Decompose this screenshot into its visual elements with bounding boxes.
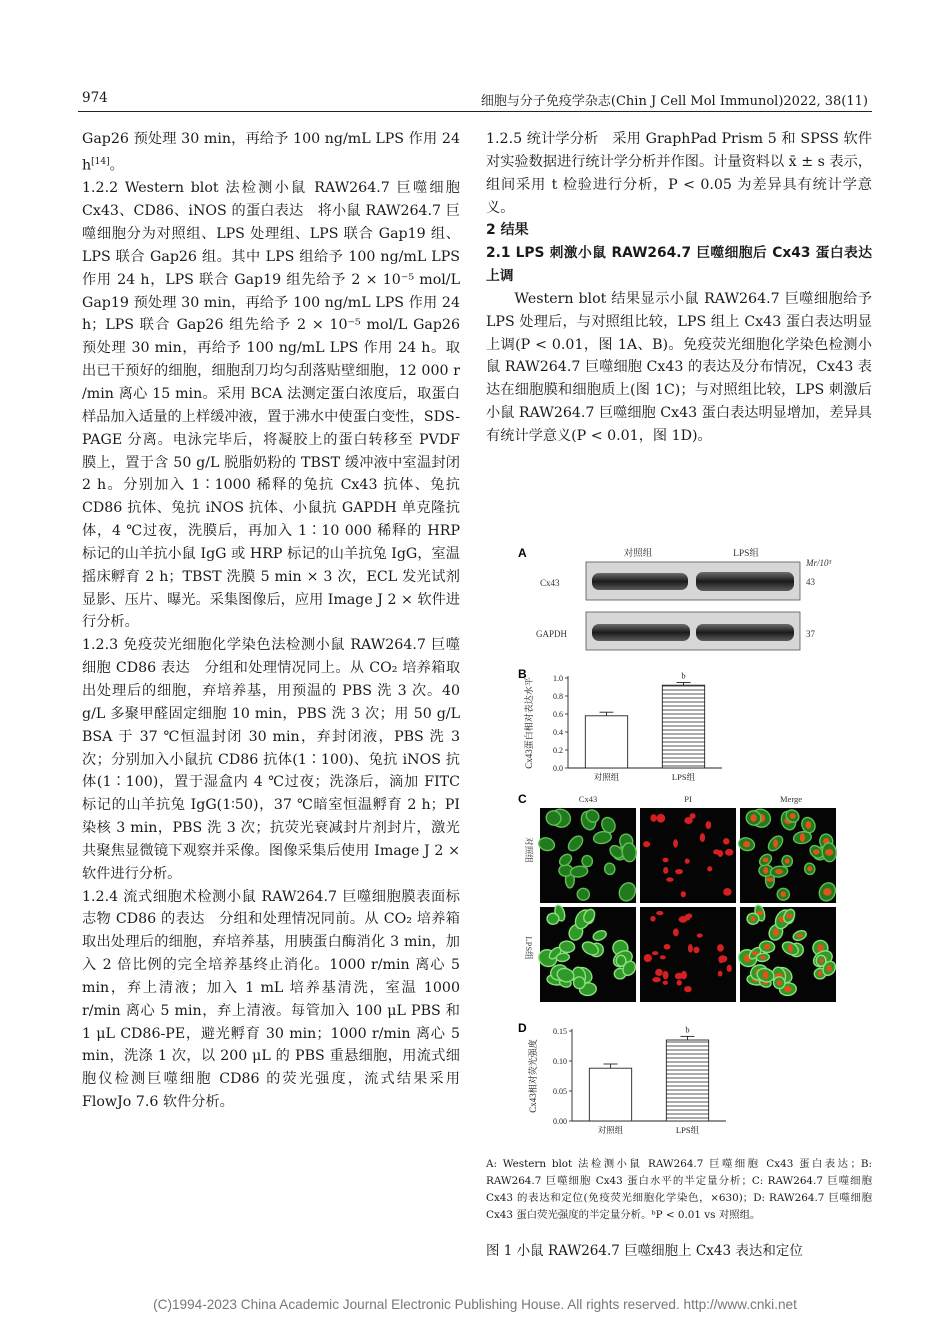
cell-nucleus (819, 958, 824, 963)
cell-nucleus (673, 839, 678, 848)
header-rule (78, 111, 872, 112)
if-col-pi: PI (684, 794, 692, 804)
cell-nucleus (719, 958, 724, 963)
cell-nucleus (713, 849, 719, 854)
cell-nucleus (766, 877, 773, 881)
cell-nucleus (656, 814, 665, 823)
section-1-2-4 (82, 886, 460, 1114)
panel-d-label: D (518, 1021, 527, 1035)
cell-nucleus (675, 869, 683, 874)
cell-nucleus (818, 971, 823, 977)
section-1-2-2 (82, 177, 460, 634)
cell-nucleus (650, 916, 655, 922)
cell-nucleus (777, 980, 782, 986)
wb-gapdh-band-lps (696, 624, 794, 641)
cell-nucleus (750, 916, 755, 922)
cell-nucleus (655, 969, 663, 976)
cell-nucleus (652, 951, 658, 955)
wb-mr-label: Mr/10³ (806, 558, 832, 568)
chart-b-ytick-label: 0.4 (553, 728, 563, 737)
cell-nucleus (690, 813, 696, 819)
cell-nucleus (677, 980, 682, 986)
cell-nucleus (656, 911, 663, 915)
chart-d-ytick-label: 0.15 (553, 1027, 567, 1036)
panel-c-label: C (518, 792, 527, 806)
cell-nucleus (666, 877, 673, 881)
figure-1 (506, 540, 872, 1140)
cell-nucleus (763, 858, 769, 863)
panel-b-label: B (518, 667, 527, 681)
cell-nucleus (652, 977, 661, 982)
chart-b-ytick-label: 0.8 (553, 692, 563, 701)
cell-nucleus (773, 839, 778, 848)
cell-nucleus (725, 849, 733, 856)
cell-membrane (559, 940, 575, 953)
cell-nucleus (775, 869, 783, 874)
section-2-1-body: Western blot 结果显示小鼠 RAW264.7 巨噬细胞给予 LPS 处理后，与对照组比较，LPS 组上 Cx43 蛋白表达明显上调(P < 0.01，图 1A、B)。免疫荧光细胞化学染色检测小鼠 RAW264.7 巨噬细胞 Cx43 的表达及分布情况，Cx43 表达在细胞膜和细胞质上(图 1C)；与对照组比较，LPS 刺激后小鼠 RAW264.7 巨噬细胞 Cx43 蛋白表达明显增加，差异具有统计学意义(P < 0.01，图 1D)。 (486, 290, 872, 444)
chart-b-xtick-label-0: 对照组 (593, 772, 620, 782)
cell-nucleus (685, 858, 690, 863)
section-1-2-5-title: 1.2.5 统计学分析 (486, 131, 599, 147)
chart-d-bar-0 (589, 1068, 631, 1121)
wb-gapdh-label: GAPDH (536, 629, 568, 639)
cell-nucleus (663, 981, 668, 985)
cell-nucleus (664, 944, 671, 950)
cell-nucleus (663, 858, 669, 863)
wb-cx43-band-lps (696, 572, 794, 591)
cell-nucleus (688, 944, 693, 952)
cell-nucleus (707, 866, 712, 871)
cell-nucleus (660, 955, 666, 959)
wb-gapdh-mw: 37 (806, 629, 815, 639)
cell-nucleus (827, 965, 832, 972)
panel-a-label: A (518, 546, 527, 560)
results-heading: 2 结果 (486, 222, 529, 239)
cell-nucleus (686, 913, 692, 918)
cell-nucleus (743, 841, 750, 847)
micrograph-lps-merge (736, 904, 838, 1002)
section-1-2-3-body: 分组和处理情况同上。从 CO₂ 培养箱取出处理后的细胞，弃培养基，用预温的 PBS 洗 3 次。40 g/L 多聚甲醛固定细胞 10 min，PBS 洗 3 次；用 50 g/L BSA 于 37 ℃恒温封闭 30 min，弃封闭液，PBS 洗 3 次；分别加入小鼠抗 CD86 抗体(1∶100)、兔抗 iNOS 抗体(1∶100)，置于湿盒内 4 ℃过夜；洗涤后，滴加 FITC 标记的山羊抗兔 IgG(1∶50)，37 ℃暗室恒温孵育 2 h；PI 染核 3 min，PBS 洗 3 次；抗荧光衰减封片剂封片，激光共聚焦显微镜下观察并采像。图像采集后使用 Image J 2 × 软件进行分析。 (82, 660, 461, 882)
figure-title: 图 1 小鼠 RAW264.7 巨噬细胞上 Cx43 表达和定位 (486, 1243, 803, 1259)
cell-nucleus (764, 944, 771, 950)
figure-caption: A: Western blot 法检测小鼠 RAW264.7 巨噬细胞 Cx43 蛋白表达；B: RAW264.7 巨噬细胞 Cx43 蛋白水平的半定量分析；C: RAW264.7 巨噬细胞 Cx43 的表达和定位(免疫荧光细胞化学染色，×630)；D: RAW264.7 巨噬细胞 Cx43 蛋白荧光强度的半定量分析。ᵇP < 0.01 vs 对照组。 (486, 1158, 872, 1221)
cell-nucleus (679, 916, 688, 923)
chart-d-significance: b (685, 1024, 690, 1035)
cell-nucleus (763, 867, 768, 874)
copyright-footer: (C)1994-2023 China Academic Journal Electronic Publishing House. All rights reserved. http://www.cnki.net (153, 1297, 797, 1312)
chart-d-ylabel: Cx43相对荧光强度 (528, 1039, 538, 1113)
cell-nucleus (643, 841, 650, 847)
cell-nucleus (784, 986, 792, 992)
cell-nucleus (807, 866, 812, 871)
chart-d-bar-1 (666, 1040, 708, 1121)
chart-d (527, 1024, 726, 1135)
chart-b-xtick-label-1: LPS组 (671, 772, 696, 782)
page-number: 974 (82, 90, 108, 106)
cell-nucleus (806, 821, 812, 829)
wb-group-control: 对照组 (623, 549, 653, 559)
cell-nucleus (797, 933, 803, 937)
section-1-2-2-title: 1.2.2 Western blot 法检测小鼠 RAW264.7 巨噬细胞 Cx43、CD86、iNOS 的蛋白表达 (82, 180, 460, 220)
cell-nucleus (717, 944, 724, 952)
cell-nucleus (790, 813, 796, 819)
cell-nucleus (673, 928, 679, 936)
micrograph-lps-cx43 (536, 904, 638, 1002)
section-1-2-3-title: 1.2.3 免疫荧光细胞化学染色法检测小鼠 RAW264.7 巨噬细胞 CD86 表达 (82, 637, 460, 677)
journal-header: 细胞与分子免疫学杂志(Chin J Cell Mol Immunol)2022, 38(11) (480, 94, 868, 109)
cell-nucleus (723, 888, 731, 896)
cell-nucleus (723, 838, 729, 844)
cell-nucleus (788, 944, 793, 952)
wb-cx43-band-control (592, 573, 688, 590)
cell-nucleus (675, 973, 683, 980)
section-1-2-5-body: 采用 GraphPad Prism 5 和 SPSS 软件对实验数据进行统计学分析并作图。计量资料以 x̄ ± s 表示，组间采用 t 检验进行分析，P < 0.05 为差异具有统计学意义。 (486, 131, 873, 216)
micrograph-control-cx43 (537, 806, 638, 903)
cell-nucleus (786, 913, 792, 918)
chart-b-ytick-label: 0.2 (553, 746, 563, 755)
cell-membrane (547, 913, 560, 925)
reference-14: [14] (91, 156, 110, 167)
chart-b (523, 671, 722, 783)
cell-nucleus (800, 833, 805, 842)
micrograph-control-merge (737, 806, 838, 903)
section-1-2-4-body: 分组和处理情况同前。从 CO₂ 培养箱取出处理后的细胞，弃培养基，用胰蛋白酶消化 3 min，加入 2 倍比例的完全培养基终止消化。1000 r/min 离心 5 min，弃上清液；加入 1 mL 培养基清洗，室温 1000 r/min 离心 5 min，弃上清液。每管加入 100 μL PBS 和 1 μL CD86-PE，避光孵育 30 min；1000 r/min 离心 5 min，洗涤 1 次，以 200 μL 的 PBS 重悬细胞，用流式细胞仪检测巨噬细胞 CD86 的荧光强度，流式结果采用 FlowJo 7.6 软件分析。 (82, 911, 460, 1111)
chart-b-ytick-label: 1.0 (553, 674, 563, 683)
micrograph-control-pi (640, 808, 736, 903)
cell-nucleus (706, 821, 712, 829)
wb-cx43-label: Cx43 (540, 578, 560, 588)
chart-b-bar-1 (662, 685, 704, 768)
cell-nucleus (727, 965, 732, 972)
section-1-2-5 (486, 128, 872, 219)
cell-nucleus (644, 954, 652, 962)
chart-b-significance: b (681, 670, 686, 681)
section-1-2-3 (82, 634, 460, 885)
cell-nucleus (681, 891, 686, 897)
if-row-control: 对照组 (524, 837, 534, 863)
section-1-2-2-body: 将小鼠 RAW264.7 巨噬细胞分为对照组、LPS 处理组、LPS 联合 Gap19 组、LPS 联合 Gap26 组。其中 LPS 组给予 100 ng/mL LPS 作用 24 h，LPS 联合 Gap19 组先给予 2 × 10⁻⁵ mol/L Gap19 预处理 30 min，再给予 100 ng/mL LPS 作用 24 h；LPS 联合 Gap26 组先给予 2 × 10⁻⁵ mol/L Gap26 预处理 30 min，再给予 100 ng/mL LPS 作用 24 h。取出已干预好的细胞，细胞刮刀均匀刮落贴壁细胞，12 000 r /min 离心 15 min。采用 BCA 法测定蛋白浓度后，取蛋白样品加入适量的上样缓冲液，置于沸水中使蛋白变性，SDS-PAGE 分离。电泳完毕后，将凝胶上的蛋白转移至 PVDF 膜上，置于含 50 g/L 脱脂奶粉的 TBST 缓冲液中室温封闭 2 h。分别加入 1∶1000 稀释的兔抗 Cx43 抗体、兔抗 CD86 抗体、兔抗 iNOS 抗体、小鼠抗 GAPDH 单克隆抗体，4 ℃过夜，洗膜后，再加入 1∶10 000 稀释的 HRP 标记的山羊抗小鼠 IgG 或 HRP 标记的山羊抗兔 IgG，室温摇床孵育 2 h；TBST 洗膜 5 min × 3 次，ECL 发光试剂显影、压片、曝光。采集图像后，应用 Image J 2 × 软件进行分析。 (82, 203, 460, 631)
wb-gapdh-band-control (592, 624, 690, 641)
left-column (82, 128, 460, 1114)
chart-d-xtick-label-0: 对照组 (597, 1125, 624, 1135)
cell-nucleus (663, 867, 668, 874)
cell-nucleus (750, 814, 756, 821)
chart-d-ytick-label: 0.10 (553, 1057, 567, 1066)
cell-nucleus (684, 986, 692, 992)
cell-membrane (616, 955, 626, 966)
chart-d-xtick-label-1: LPS组 (675, 1125, 700, 1135)
micrograph-lps-pi (640, 907, 736, 1002)
chart-b-bar-0 (585, 716, 627, 768)
chart-d-ytick-label: 0.05 (553, 1087, 567, 1096)
cell-nucleus (813, 849, 819, 854)
right-column (486, 128, 872, 448)
cell-nucleus (773, 928, 779, 936)
cell-nucleus (785, 858, 790, 863)
wb-group-lps: LPS组 (733, 549, 759, 559)
cell-nucleus (760, 955, 766, 959)
section-2-1-title: 2.1 LPS 刺激小鼠 RAW264.7 巨噬细胞后 Cx43 蛋白表达上调 (486, 245, 872, 285)
cell-nucleus (781, 891, 786, 897)
cell-nucleus (663, 971, 669, 980)
para-continuation: Gap26 预处理 30 min，再给予 100 ng/mL LPS 作用 24 h[14]。 (82, 131, 460, 174)
cell-nucleus (700, 833, 705, 842)
chart-b-ytick-label: 0.0 (553, 764, 563, 773)
cell-nucleus (693, 947, 699, 954)
chart-b-ytick-label: 0.6 (553, 710, 563, 719)
chart-b-ylabel: Cx43蛋白相对表达水平 (524, 677, 534, 769)
cell-nucleus (763, 971, 769, 980)
wb-cx43-mw: 43 (806, 577, 815, 587)
section-1-2-4-title: 1.2.4 流式细胞术检测小鼠 RAW264.7 巨噬细胞膜表面标志物 CD86 的表达 (82, 888, 460, 928)
if-col-merge: Merge (779, 794, 803, 804)
if-col-cx43: Cx43 (578, 794, 598, 804)
cell-nucleus (823, 888, 831, 896)
cell-nucleus (650, 814, 656, 821)
chart-d-ytick-label: 0.00 (553, 1117, 567, 1126)
micrograph-grid (536, 806, 838, 1002)
cell-nucleus (697, 933, 703, 937)
cell-nucleus (825, 849, 833, 856)
if-row-lps: LPS组 (524, 936, 534, 960)
cell-nucleus (718, 971, 723, 977)
